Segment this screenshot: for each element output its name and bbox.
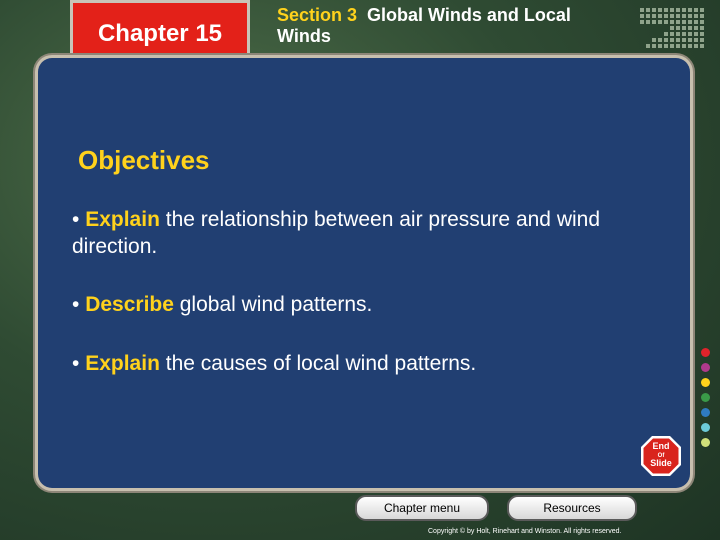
decorative-dot — [676, 26, 680, 30]
decorative-dot — [646, 14, 650, 18]
decorative-dot — [688, 38, 692, 42]
chapter-label: Chapter 15 — [97, 20, 223, 47]
decorative-dot — [658, 38, 662, 42]
decorative-dot — [664, 14, 668, 18]
decorative-dot — [664, 32, 668, 36]
end-sign-line1: End — [652, 441, 670, 451]
decorative-dot — [658, 8, 662, 12]
decorative-dot — [688, 26, 692, 30]
side-dot-cyan — [701, 423, 710, 432]
objective-bullet-2 — [72, 291, 632, 318]
decorative-dot — [688, 14, 692, 18]
chapter-menu-button[interactable]: Chapter menu — [355, 495, 489, 521]
decorative-dot — [646, 44, 650, 48]
decorative-dot — [670, 20, 674, 24]
decorative-dot — [700, 8, 704, 12]
decorative-dot — [682, 32, 686, 36]
decorative-dot — [676, 8, 680, 12]
decorative-dot — [700, 14, 704, 18]
bullet-keyword: Explain — [85, 352, 160, 375]
decorative-dot — [700, 20, 704, 24]
decorative-dot — [688, 20, 692, 24]
decorative-dot — [640, 8, 644, 12]
decorative-dot — [658, 44, 662, 48]
decorative-dot — [646, 8, 650, 12]
bullet-marker: • — [72, 293, 80, 316]
decorative-dot — [652, 14, 656, 18]
decorative-dot — [682, 38, 686, 42]
bullet-text: the causes of local wind patterns. — [159, 352, 477, 375]
decorative-dot — [700, 26, 704, 30]
content-panel — [38, 58, 690, 488]
bullet-text: the relationship between air pressure and wind direction. — [72, 208, 601, 258]
decorative-dot — [658, 20, 662, 24]
section-title: Global Winds and Local Winds — [277, 5, 571, 46]
bullet-marker: • — [72, 352, 80, 375]
decorative-dot — [682, 8, 686, 12]
decorative-dot — [676, 38, 680, 42]
bullet-text: global wind patterns. — [173, 293, 373, 316]
decorative-dot — [682, 44, 686, 48]
end-sign-line2: Of — [657, 453, 665, 459]
resources-button[interactable]: Resources — [507, 495, 637, 521]
decorative-dot — [676, 44, 680, 48]
decorative-dot — [694, 20, 698, 24]
decorative-dot — [694, 44, 698, 48]
decorative-dot — [652, 8, 656, 12]
decorative-dot — [652, 38, 656, 42]
decorative-dot — [676, 20, 680, 24]
decorative-dot — [694, 38, 698, 42]
decorative-dot — [682, 14, 686, 18]
side-dot-magenta — [701, 363, 710, 372]
decorative-dot — [700, 38, 704, 42]
decorative-dot — [676, 14, 680, 18]
bullet-keyword: Explain — [85, 208, 160, 231]
decorative-dot — [664, 20, 668, 24]
bullet-keyword: Describe — [85, 293, 174, 316]
decorative-dot — [682, 20, 686, 24]
decorative-dot — [646, 20, 650, 24]
decorative-dot — [694, 26, 698, 30]
end-sign-line3: Slide — [650, 458, 672, 468]
objective-bullet-3 — [72, 350, 632, 377]
decorative-dot — [640, 14, 644, 18]
decorative-dot — [700, 44, 704, 48]
section-heading — [277, 5, 617, 47]
decorative-dot — [688, 32, 692, 36]
objectives-heading: Objectives — [78, 145, 210, 175]
section-number: Section 3 — [277, 5, 358, 25]
decorative-dot — [664, 38, 668, 42]
side-dot-lime — [701, 438, 710, 447]
side-dot-green — [701, 393, 710, 402]
decorative-dot — [694, 14, 698, 18]
decorative-dot — [652, 44, 656, 48]
decorative-dot — [670, 44, 674, 48]
decorative-dot-grid — [640, 8, 710, 54]
decorative-dot — [658, 14, 662, 18]
decorative-dot — [670, 8, 674, 12]
decorative-dot — [694, 8, 698, 12]
decorative-dot — [652, 20, 656, 24]
objective-bullet-1 — [72, 206, 632, 260]
side-dot-blue — [701, 408, 710, 417]
decorative-dot — [700, 32, 704, 36]
decorative-dot — [688, 8, 692, 12]
decorative-dot — [670, 32, 674, 36]
end-of-slide-icon[interactable] — [640, 435, 682, 477]
decorative-dot — [640, 20, 644, 24]
decorative-dot — [688, 44, 692, 48]
side-dot-yellow — [701, 378, 710, 387]
decorative-dot — [664, 8, 668, 12]
decorative-dot — [670, 14, 674, 18]
decorative-dot — [694, 32, 698, 36]
decorative-dot — [682, 26, 686, 30]
side-dot-red — [701, 348, 710, 357]
copyright-text: Copyright © by Holt, Rinehart and Winston. All rights reserved. — [428, 528, 622, 535]
bullet-marker: • — [72, 208, 80, 231]
decorative-dot — [670, 38, 674, 42]
decorative-dot — [670, 26, 674, 30]
decorative-dot — [664, 44, 668, 48]
decorative-dot — [676, 32, 680, 36]
